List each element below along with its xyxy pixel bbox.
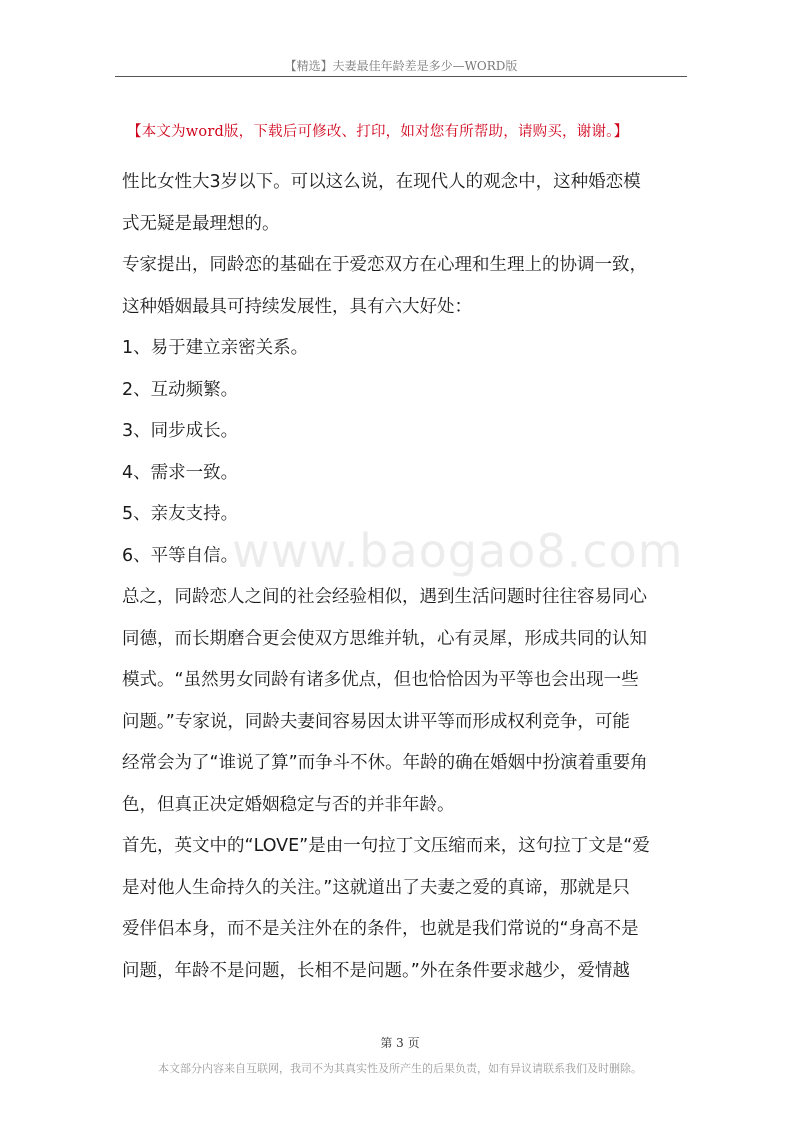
disclaimer-footer: 本文部分内容来自互联网，我司不为其真实性及所产生的后果负责，如有异议请联系我们及时删除。 (158, 1062, 642, 1075)
running-header: 【精选】夫妻最佳年龄差是多少—WORD版 (284, 59, 518, 73)
list-item: 1、易于建立亲密关系。 (122, 338, 309, 358)
page-number: 第 3 页 (380, 1036, 420, 1050)
header-divider (115, 76, 687, 77)
list-item: 6、平等自信。 (122, 545, 239, 566)
purchase-notice: 【本文为word版，下载后可修改、打印，如对您有所帮助，请购买，谢谢。】 (127, 124, 629, 140)
body-line: 爱伴侣本身，而不是关注外在的条件，也就是我们常说的“身高不是 (122, 919, 639, 939)
body-line: 模式。“虽然男女同龄有诸多优点，但也恰恰因为平等也会出现一些 (122, 670, 639, 690)
list-item: 5、亲友支持。 (122, 504, 239, 524)
watermark: www.baogao8.com (232, 524, 684, 578)
body-line: 问题。”专家说，同龄夫妻间容易因太讲平等而形成权利竞争，可能 (122, 711, 630, 732)
body-line: 式无疑是最理想的。 (122, 213, 280, 234)
list-item: 4、需求一致。 (122, 462, 239, 483)
body-line: 这种婚姻最具可持续发展性，具有六大好处： (122, 296, 472, 317)
body-line: 经常会为了“谁说了算”而争斗不休。年龄的确在婚姻中扮演着重要角 (122, 753, 648, 773)
body-line: 总之，同龄恋人之间的社会经验相似，遇到生活问题时往往容易同心 (122, 587, 647, 607)
list-item: 3、同步成长。 (122, 421, 239, 441)
body-line: 同德，而长期磨合更会使双方思维并轨，心有灵犀，形成共同的认知 (122, 628, 647, 649)
body-line: 专家提出，同龄恋的基础在于爱恋双方在心理和生理上的协调一致， (122, 255, 647, 275)
body-line: 色，但真正决定婚姻稳定与否的并非年龄。 (122, 794, 455, 815)
body-line: 是对他人生命持久的关注。”这就道出了夫妻之爱的真谛，那就是只 (122, 877, 630, 898)
list-item: 2、互动频繁。 (122, 379, 239, 400)
body-line: 问题，年龄不是问题，长相不是问题。”外在条件要求越少，爱情越 (122, 960, 630, 981)
body-line: 首先，英文中的“LOVE”是由一句拉丁文压缩而来，这句拉丁文是“爱 (122, 836, 650, 856)
body-line: 性比女性大3岁以下。可以这么说，在现代人的观念中，这种婚恋模 (122, 172, 641, 192)
